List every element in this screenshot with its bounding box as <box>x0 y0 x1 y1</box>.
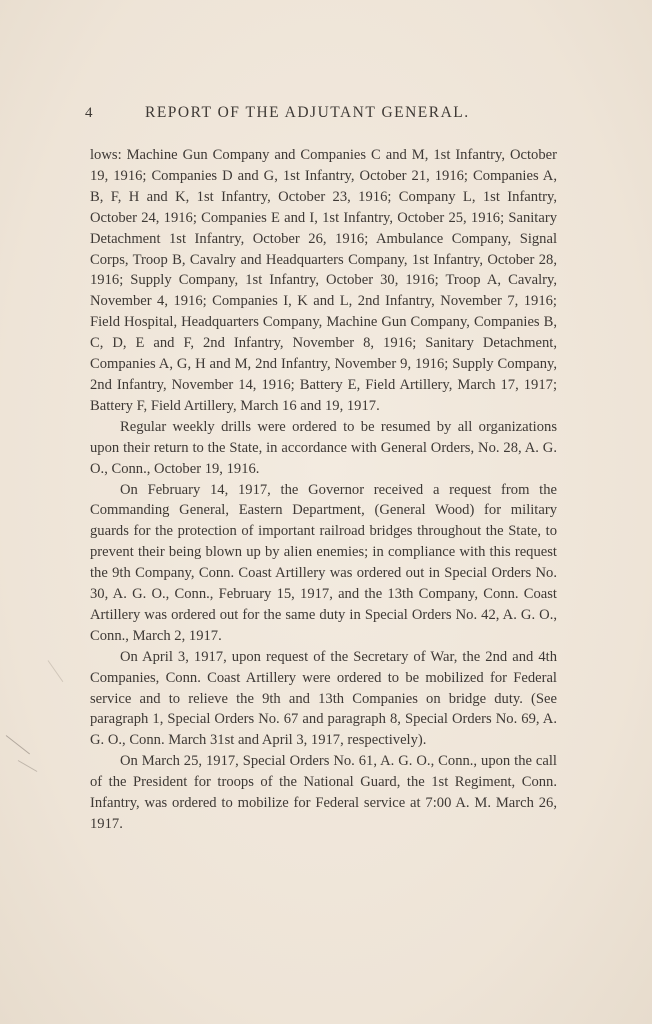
page-header <box>85 104 555 122</box>
paragraph-mobilization-coast-artillery: On April 3, 1917, upon request of the Secretary of War, the 2nd and 4th Companies, Conn. Coast Artillery were ordered to be mobilized for Federal service and to relieve the 9th and 13th Companies on bridge duty. (See paragraph 1, Special Orders No. 67 and paragraph 8, Special Orders No. 69, A. G. O., Conn. March 31st and April 3, 1917, respectively). <box>90 648 557 749</box>
body-text <box>90 145 557 835</box>
running-title: REPORT OF THE ADJUTANT GENERAL. <box>145 104 470 121</box>
paragraph-continued: lows: Machine Gun Company and Companies C and M, 1st Infantry, October 19, 1916; Companies D and G, 1st Infantry, October 21, 1916; Companies A, B, F, H and K, 1st Infantry, October 23, 1916; Company L, 1st Infantry, October 24, 1916; Companies E and I, 1st Infantry, October 25, 1916; Sanitary Detachment 1st Infantry, October 26, 1916; Ambulance Company, Signal Corps, Troop B, Cavalry and Headquarters Company, 1st Infantry, October 28, 1916; Supply Company, 1st Infantry, October 30, 1916; Troop A, Cavalry, November 4, 1916; Companies I, K and L, 2nd Infantry, November 7, 1916; Field Hospital, Headquarters Company, Machine Gun Company, Companies B, C, D, E and F, 2nd Infantry, November 8, 1916; Sanitary Detachment, Companies A, G, H and M, 2nd Infantry, November 9, 1916; Supply Company, 2nd Infantry, November 14, 1916; Battery E, Field Artillery, March 17, 1917; Battery F, Field Artillery, March 16 and 19, 1917. <box>90 147 557 414</box>
margin-pencil-mark <box>18 760 38 772</box>
page-number: 4 <box>85 105 94 121</box>
margin-pencil-mark <box>48 660 64 682</box>
paragraph-mobilization-infantry: On March 25, 1917, Special Orders No. 61, A. G. O., Conn., upon the call of the President for troops of the National Guard, the 1st Regiment, Conn. Infantry, was ordered to mobilize for Federal service at 7:00 A. M. March 26, 1917. <box>90 753 557 832</box>
paragraph-bridge-guards: On February 14, 1917, the Governor received a request from the Commanding General, Eastern Department, (General Wood) for military guards for the protection of important railroad bridges throughout the State, to prevent their being blown up by alien enemies; in compliance with this request the 9th Company, Conn. Coast Artillery was ordered out in Special Orders No. 30, A. G. O., Conn., February 15, 1917, and the 13th Company, Conn. Coast Artillery was ordered out for the same duty in Special Orders No. 42, A. G. O., Conn., March 2, 1917. <box>90 481 557 644</box>
paragraph-weekly-drills: Regular weekly drills were ordered to be resumed by all organizations upon their return to the State, in accordance with General Orders, No. 28, A. G. O., Conn., October 19, 1916. <box>90 418 557 477</box>
margin-pencil-mark <box>6 735 30 754</box>
